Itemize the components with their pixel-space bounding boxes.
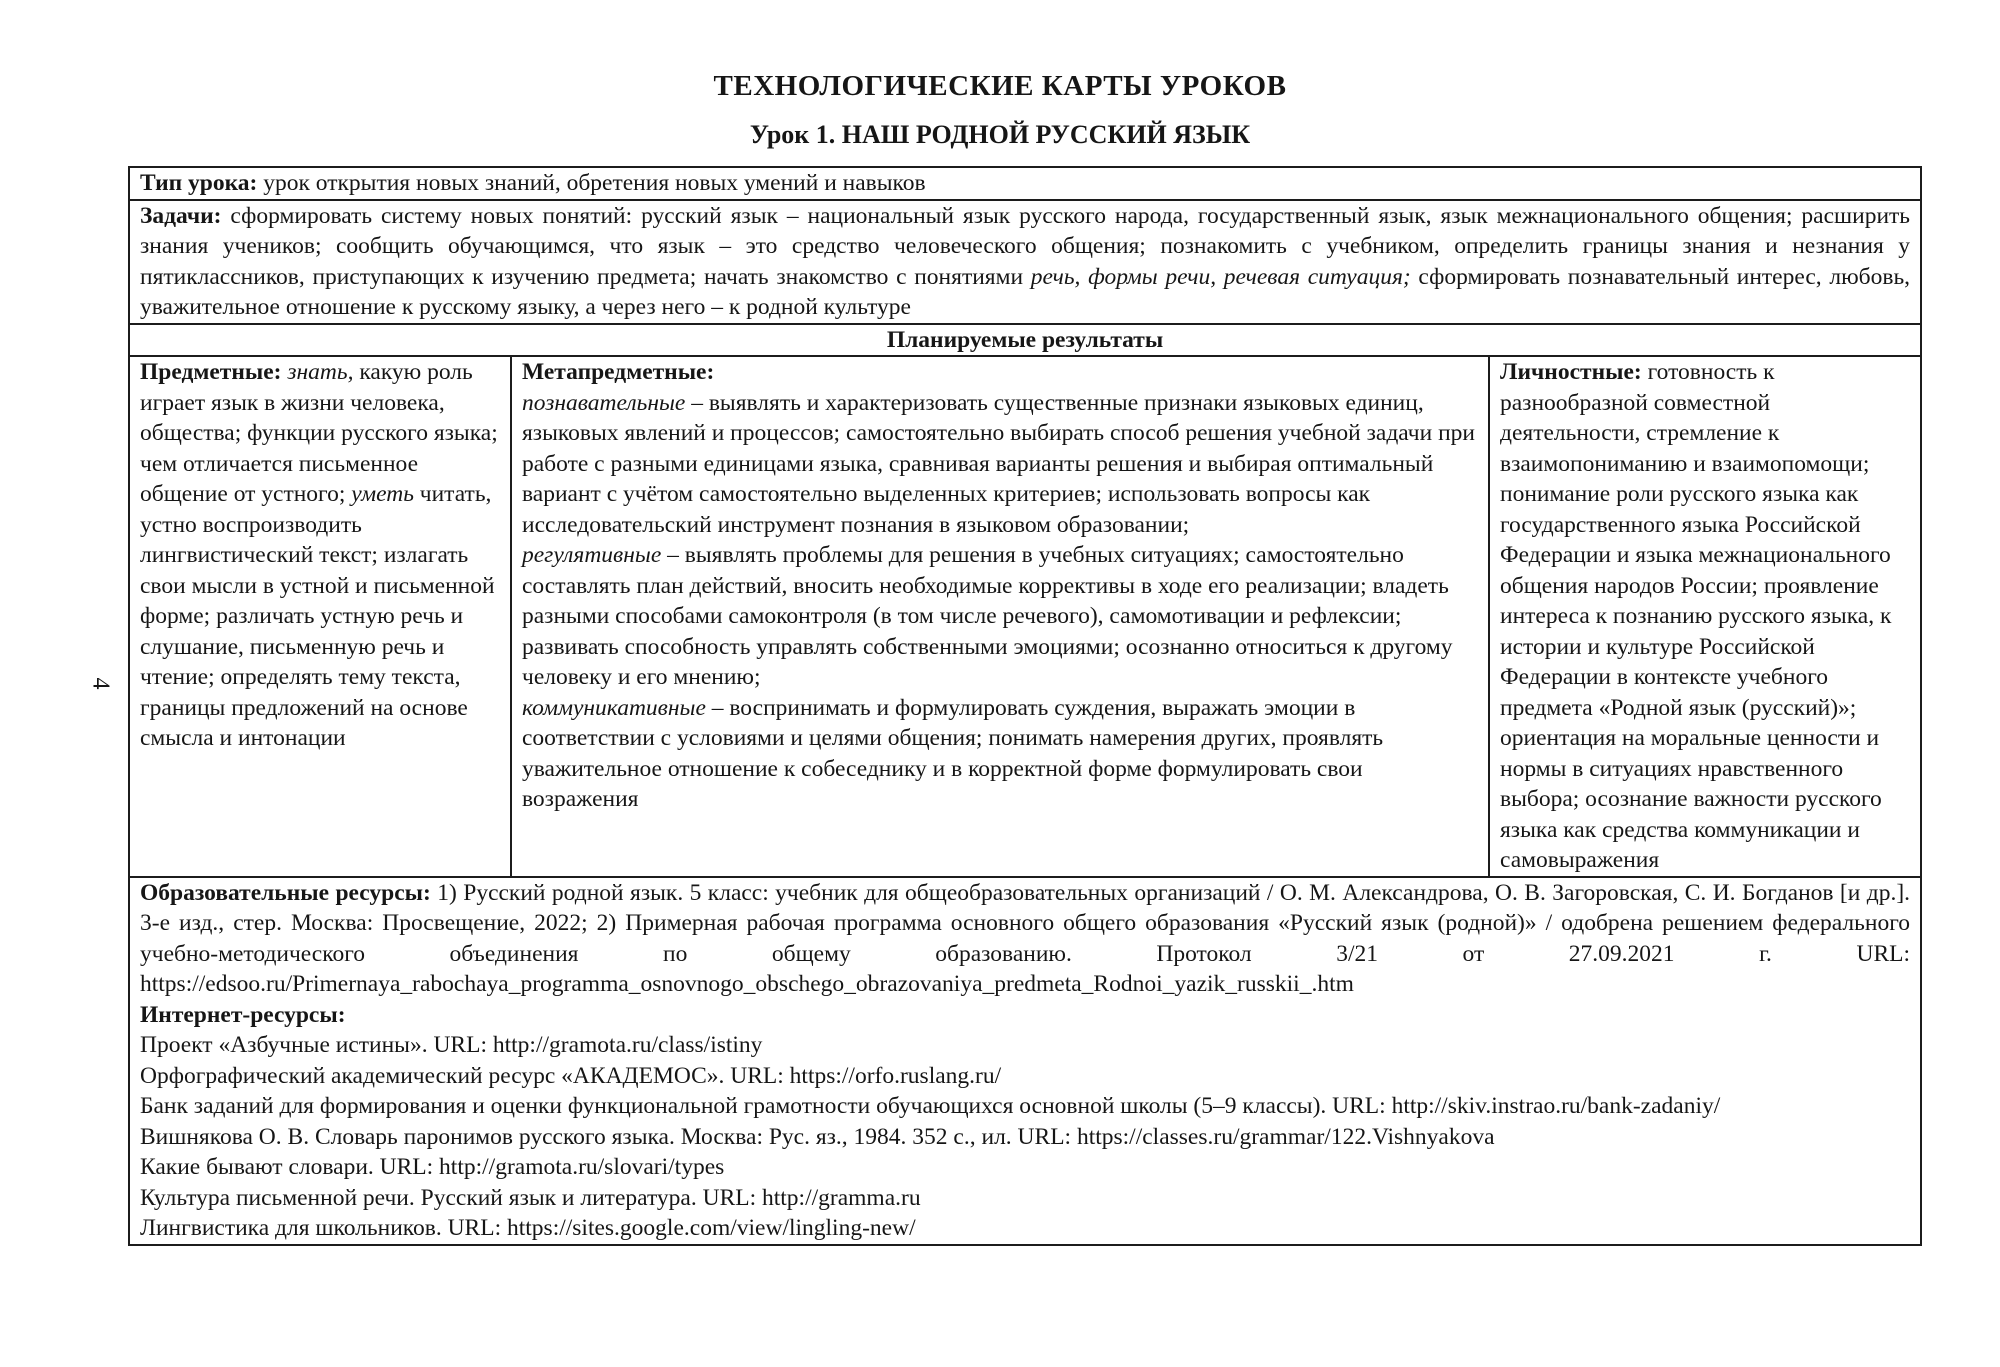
- lesson-title: Урок 1. НАШ РОДНОЙ РУССКИЙ ЯЗЫК: [749, 120, 1251, 149]
- tasks-text-2: сформировать познавательный интерес, любовь, уважительное отношение к русскому языку, а через него – к родной культуре: [140, 263, 1911, 320]
- subject-text-2: читать, устно воспроизводить лингвистический текст; излагать свои мысли в устной и письменной форме; различать устную речь и слушание, письменную речь и чтение; определять тему текста, границы предложений на основе смысла и интонации: [140, 481, 495, 751]
- personal-label: Личностные:: [1500, 359, 1642, 385]
- internet-resource-item: Какие бывают словари. URL: http://gramota.ru/slovari/types: [140, 1154, 725, 1180]
- meta-communicative-text: – воспринимать и формулировать суждения, выражать эмоции в соответствии с условиями и целями общения; понимать намерения других, проявлять уважительное отношение к собеседнику и в корректной форме формулировать свои возражения: [522, 694, 1384, 812]
- personal-results-cell: [1489, 356, 1921, 877]
- meta-cognitive-text: – выявлять и характеризовать существенные признаки языковых единиц, языковых явлений и процессов; самостоятельно выбирать способ решения учебной задачи при работе с разными единицами языка, сравнивая варианты решения и выбирая оптимальный вариант с учётом самостоятельно выделенных критериев; использовать вопросы как исследовательский инструмент познания в языковом образовании;: [522, 389, 1475, 538]
- subject-text-1: какую роль играет язык в жизни человека, общества; функции русского языка; чем отличается письменное общение от устного;: [140, 359, 498, 507]
- meta-regulatory-text: – выявлять проблемы для решения в учебных ситуациях; самостоятельно составлять план действий, вносить необходимые коррективы в ходе его реализации; владеть разными способами самоконтроля (в том числе речевого), самомотивации и рефлексии; развивать способность управлять собственными эмоциями; осознанно относиться к другому человеку и его мнению;: [522, 542, 1453, 690]
- tasks-text-1: сформировать систему новых понятий: русский язык – национальный язык русского народа, государственный язык, язык межнационального общения; расширить знания учеников; сообщить обучающимся, что язык – это средство человеческого общения; познакомить с учебником, определить границы знания и незнания у пятиклассников, приступающих к изучению предмета; начать знакомство с понятиями: [140, 202, 1911, 290]
- resources-row: [129, 877, 1921, 1245]
- planned-results-heading-row: [129, 324, 1921, 357]
- meta-results-cell: [511, 356, 1489, 877]
- internet-resource-item: Банк заданий для формирования и оценки функциональной грамотности обучающихся основной школы (5–9 классы). URL: http://skiv.instrao.ru/bank-zadaniy/: [140, 1093, 1721, 1119]
- edu-resources-text: 1) Русский родной язык. 5 класс: учебник для общеобразовательных организаций / О. М. Александрова, О. В. Загоровская, С. И. Богданов [и др.]. 3-е изд., стер. Москва: Просвещение, 2022; 2) Примерная рабочая программа основного общего образования «Русский язык (родной)» / одобрена решением федерального учебно-методического объединения по общему образованию. Протокол 3/21 от 27.09.2021 г. URL: https://edsoo.ru/Primernaya_rabochaya_programma_osnovnogo_obschego_obrazovaniya_predmeta_Rodnoi_yazik_russkii_.htm: [140, 879, 1911, 997]
- lesson-type-cell: [129, 167, 1921, 200]
- page-number: 4: [87, 677, 114, 690]
- tasks-cell: [129, 200, 1921, 324]
- meta-regulatory-label: регулятивные: [522, 542, 662, 568]
- lesson-type-text: урок открытия новых знаний, обретения новых умений и навыков: [263, 170, 926, 196]
- lesson-type-label: Тип урока:: [140, 170, 258, 196]
- internet-resource-item: Лингвистика для школьников. URL: https://sites.google.com/view/lingling-new/: [140, 1215, 916, 1241]
- meta-communicative-label: коммуникативные: [522, 694, 706, 721]
- lesson-type-row: [129, 167, 1921, 200]
- resources-cell: [129, 877, 1921, 1245]
- meta-label: Метапредметные:: [522, 359, 715, 385]
- meta-cognitive-label: познавательные: [522, 389, 686, 416]
- edu-resources: [140, 878, 1910, 1000]
- internet-resource-item: Культура письменной речи. Русский язык и литература. URL: http://gramma.ru: [140, 1184, 921, 1211]
- planned-results-heading: Планируемые результаты: [129, 324, 1921, 357]
- subject-label: Предметные:: [140, 359, 282, 385]
- tasks-row: [129, 200, 1921, 324]
- personal-text: готовность к разнообразной совместной деятельности, стремление к взаимопониманию и взаимопомощи; понимание роли русского языка как государственного языка Российской Федерации и языка межнационального общения народов России; проявление интереса к познанию русского языка, к истории и культуре Российской Федерации в контексте учебного предмета «Родной язык (русский)»; ориентация на моральные ценности и нормы в ситуациях нравственного выбора; осознание важности русского языка как средства коммуникации и самовыражения: [1500, 359, 1892, 873]
- subject-italic-2: уметь: [351, 481, 414, 507]
- lesson-card-table: [128, 166, 1922, 1246]
- internet-resources-label: Интернет-ресурсы:: [140, 1001, 346, 1028]
- planned-results-row: [129, 356, 1921, 877]
- page-title: ТЕХНОЛОГИЧЕСКИЕ КАРТЫ УРОКОВ: [713, 70, 1287, 102]
- internet-resource-item: Проект «Азбучные истины». URL: http://gramota.ru/class/istiny: [140, 1032, 763, 1058]
- tasks-text-italic: речь, формы речи, речевая ситуация;: [1030, 263, 1411, 290]
- internet-resource-item: Вишнякова О. В. Словарь паронимов русского языка. Москва: Рус. яз., 1984. 352 с., ил. URL: https://classes.ru/grammar/122.Vishnyakova: [140, 1123, 1495, 1150]
- subject-italic-1: знать,: [287, 359, 354, 385]
- edu-resources-label: Образовательные ресурсы:: [140, 879, 431, 906]
- subject-results-cell: [129, 356, 511, 877]
- tasks-label: Задачи:: [140, 202, 222, 229]
- internet-resource-item: Орфографический академический ресурс «АКАДЕМОС». URL: https://orfo.ruslang.ru/: [140, 1062, 1002, 1089]
